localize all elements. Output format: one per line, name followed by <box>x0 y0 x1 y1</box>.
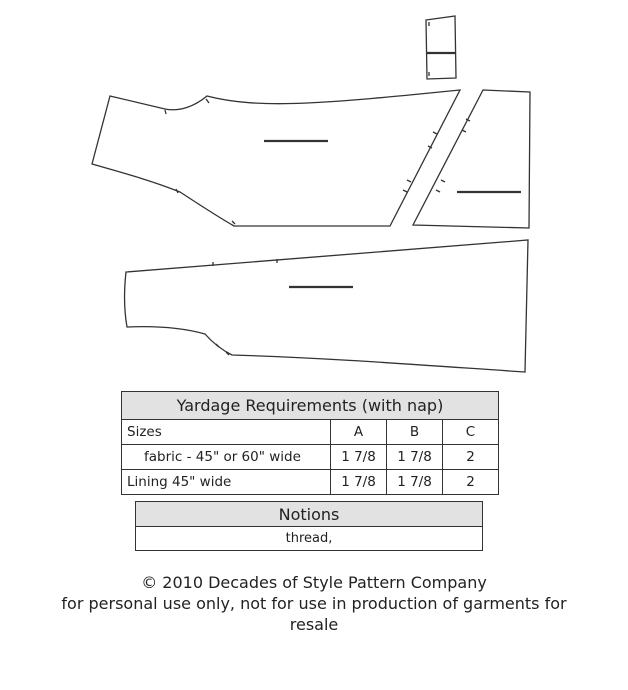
notions-item-thread: thread, <box>136 527 483 551</box>
yardage-title-row <box>122 392 499 420</box>
yardage-title: Yardage Requirements (with nap) <box>122 392 499 420</box>
fabric-size-a: 1 7/8 <box>331 445 387 470</box>
pattern-piece-facing <box>413 90 530 228</box>
fabric-size-b: 1 7/8 <box>387 445 443 470</box>
size-a-header: A <box>331 420 387 445</box>
table-row <box>122 470 499 495</box>
notions-title-row <box>136 502 483 527</box>
pattern-piece-tab <box>426 16 456 79</box>
pattern-piece-under-sleeve <box>125 240 528 372</box>
size-c-header: C <box>443 420 499 445</box>
notions-title: Notions <box>136 502 483 527</box>
pattern-piece-upper-sleeve <box>92 90 460 226</box>
copyright-text: © 2010 Decades of Style Pattern Company <box>141 573 487 592</box>
fabric-label: fabric - 45" or 60" wide <box>122 445 331 470</box>
lining-size-c: 2 <box>443 470 499 495</box>
yardage-requirements-table <box>121 391 499 495</box>
lining-label: Lining 45" wide <box>122 470 331 495</box>
usage-notice-line1: for personal use only, not for use in production of garments for <box>61 594 567 613</box>
table-row <box>122 445 499 470</box>
notions-item-row <box>136 527 483 551</box>
notions-table <box>135 501 483 551</box>
fabric-size-c: 2 <box>443 445 499 470</box>
sizes-header: Sizes <box>122 420 331 445</box>
size-b-header: B <box>387 420 443 445</box>
yardage-header-row <box>122 420 499 445</box>
lining-size-b: 1 7/8 <box>387 470 443 495</box>
lining-size-a: 1 7/8 <box>331 470 387 495</box>
footer <box>0 572 628 635</box>
usage-notice-line2: resale <box>289 615 339 634</box>
